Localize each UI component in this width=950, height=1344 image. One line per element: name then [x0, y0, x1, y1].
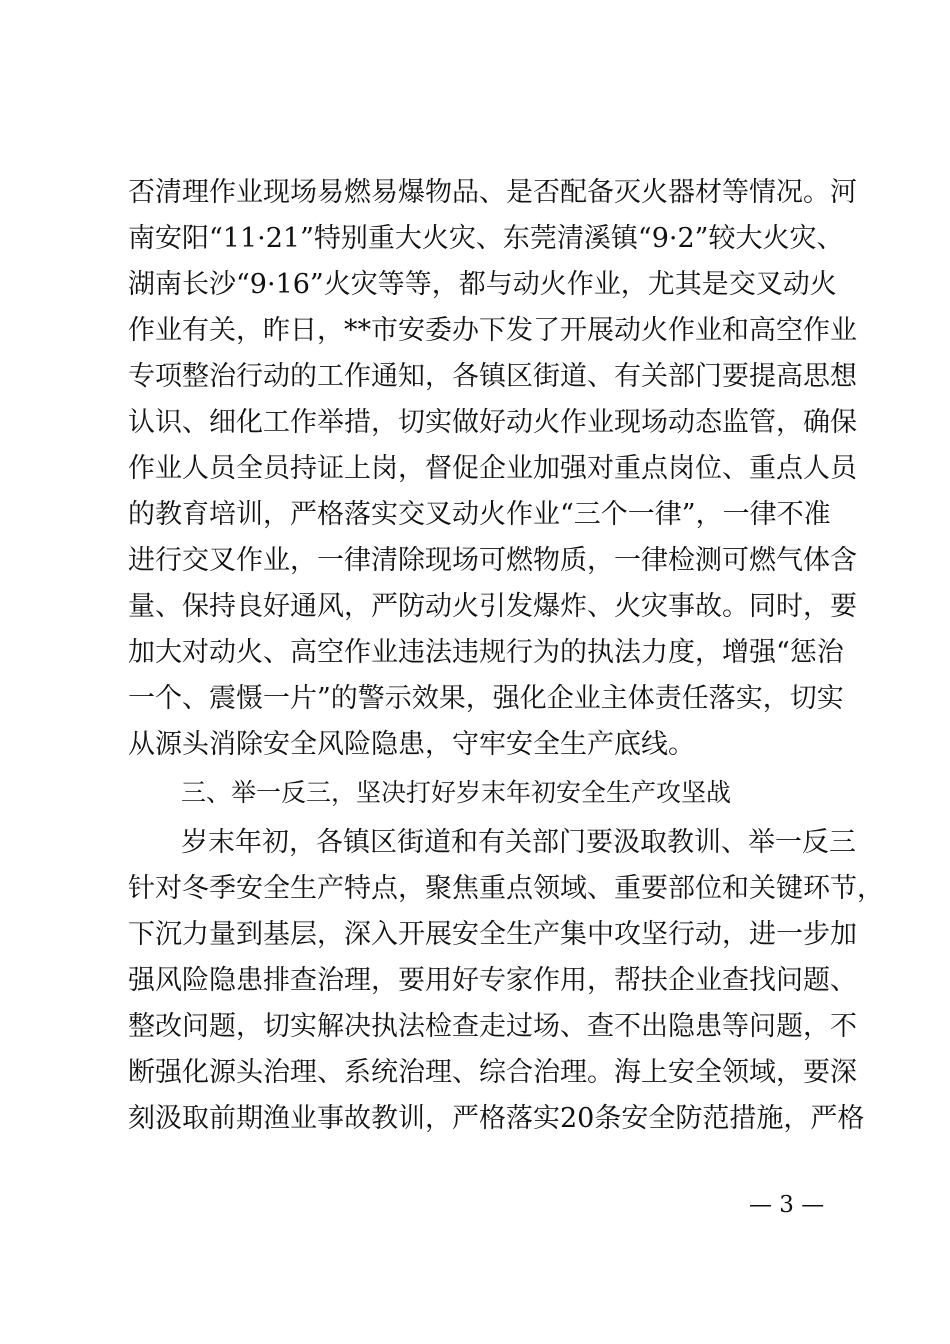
body-text-line: 下沉力量到基层，深入开展安全生产集中攻坚行动，进一步加 — [128, 919, 857, 950]
body-text-line: 专项整治行动的工作通知，各镇区街道、有关部门要提高思想 — [128, 361, 857, 392]
body-text-line: 岁末年初，各镇区街道和有关部门要汲取教训、举一反三 — [181, 827, 856, 858]
body-text-line: 认识、细化工作举措，切实做好动火作业现场动态监管，确保 — [128, 407, 857, 438]
body-text-line: 加大对动火、高空作业违法违规行为的执法力度，增强“惩治 — [128, 637, 844, 668]
body-text-line: 的教育培训，严格落实交叉动火作业“三个一律”，一律不准 — [128, 499, 831, 530]
body-text-line: 从源头消除安全风险隐患，守牢安全生产底线。 — [128, 729, 695, 760]
body-text-line: 进行交叉作业，一律清除现场可燃物质，一律检测可燃气体含 — [128, 545, 857, 576]
body-text-line: 量、保持良好通风，严防动火引发爆炸、火灾事故。同时，要 — [128, 591, 857, 622]
body-text-line: 强风险隐患排查治理，要用好专家作用，帮扶企业查找问题、 — [128, 965, 857, 996]
body-text-line: 作业有关，昨日，**市安委办下发了开展动火作业和高空作业 — [128, 315, 857, 346]
body-text-line: 南安阳“11·21”特别重大火灾、东莞清溪镇“9·2”较大火灾、 — [128, 223, 844, 254]
body-text-line: 湖南长沙“9·16”火灾等等，都与动火作业，尤其是交叉动火 — [128, 269, 837, 300]
body-text-line: 作业人员全员持证上岗，督促企业加强对重点岗位、重点人员 — [128, 453, 857, 484]
body-text-line: 否清理作业现场易燃易爆物品、是否配备灭火器材等情况。河 — [128, 177, 857, 208]
body-text-line: 一个、震慑一片”的警示效果，强化企业主体责任落实，切实 — [128, 683, 844, 714]
body-text-line: 刻汲取前期渔业事故教训，严格落实20条安全防范措施，严格 — [128, 1103, 865, 1134]
body-text-line: 针对冬季安全生产特点，聚焦重点领域、重要部位和关键环节， — [128, 873, 884, 904]
body-text-line: 断强化源头治理、系统治理、综合治理。海上安全领域，要深 — [128, 1057, 857, 1088]
page-number: — 3 — — [749, 1192, 825, 1218]
section-heading: 三、举一反三，坚决打好岁末年初安全生产攻坚战 — [181, 778, 732, 807]
body-text-line: 整改问题，切实解决执法检查走过场、查不出隐患等问题，不 — [128, 1011, 857, 1042]
